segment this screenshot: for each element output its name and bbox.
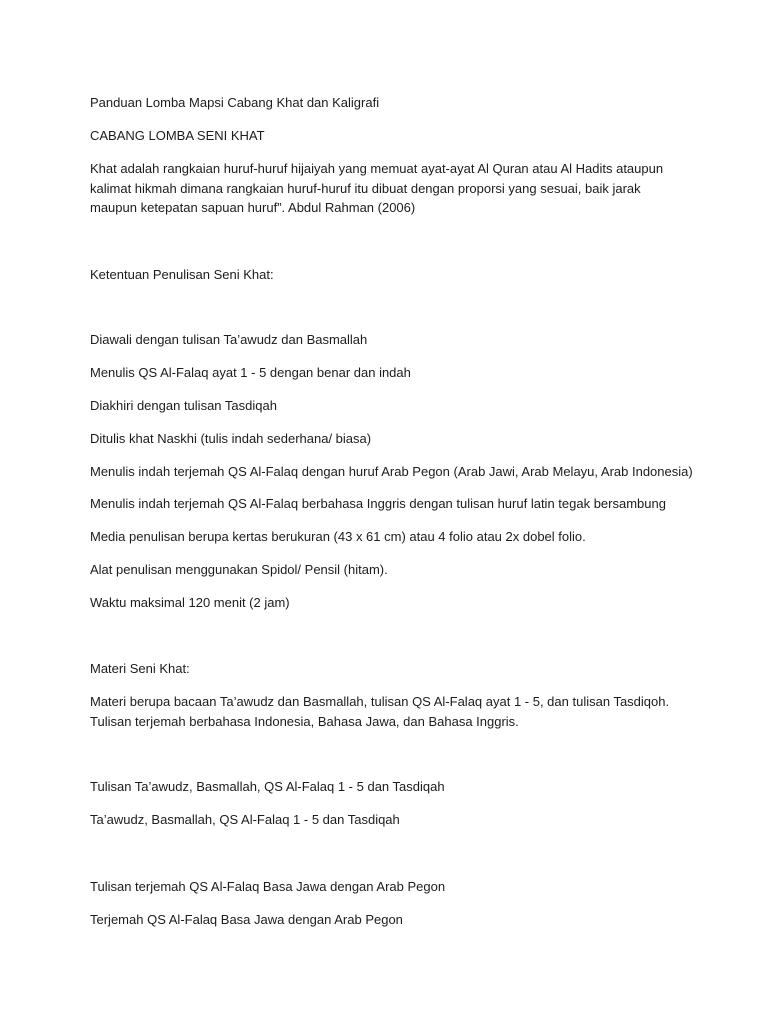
rule-item: Alat penulisan menggunakan Spidol/ Pensil (hitam). (90, 562, 388, 577)
rule-item: Menulis indah terjemah QS Al-Falaq berbahasa Inggris dengan tulisan huruf latin tegak bersambung (90, 496, 666, 511)
rule-item: Diawali dengan tulisan Ta’awudz dan Basmallah (90, 332, 368, 347)
subsection-caption: Ta’awudz, Basmallah, QS Al-Falaq 1 - 5 dan Tasdiqah (90, 812, 400, 827)
subsection-heading: Tulisan Ta’awudz, Basmallah, QS Al-Falaq 1 - 5 dan Tasdiqah (90, 779, 445, 794)
materi-heading: Materi Seni Khat: (90, 661, 190, 676)
materi-paragraph: Materi berupa bacaan Ta’awudz dan Basmallah, tulisan QS Al-Falaq ayat 1 - 5, dan tulisan Tasdiqoh. Tulisan terjemah berbahasa Indonesia, Bahasa Jawa, dan Bahasa Inggris. (90, 694, 670, 729)
rule-item: Waktu maksimal 120 menit (2 jam) (90, 595, 290, 610)
rule-item: Diakhiri dengan tulisan Tasdiqah (90, 398, 277, 413)
subsection-caption: Terjemah QS Al-Falaq Basa Jawa dengan Arab Pegon (90, 912, 403, 927)
document-title: Panduan Lomba Mapsi Cabang Khat dan Kaligrafi (90, 95, 380, 110)
rule-item: Menulis indah terjemah QS Al-Falaq dengan huruf Arab Pegon (Arab Jawi, Arab Melayu, Arab Indonesia) (90, 464, 693, 479)
section-heading: CABANG LOMBA SENI KHAT (90, 128, 265, 143)
rule-item: Media penulisan berupa kertas berukuran (43 x 61 cm) atau 4 folio atau 2x dobel folio. (90, 529, 586, 544)
subsection-heading: Tulisan terjemah QS Al-Falaq Basa Jawa dengan Arab Pegon (90, 879, 446, 894)
rule-item: Ditulis khat Naskhi (tulis indah sederhana/ biasa) (90, 431, 372, 446)
intro-paragraph: Khat adalah rangkaian huruf-huruf hijaiyah yang memuat ayat-ayat Al Quran atau Al Hadits ataupun kalimat hikmah dimana rangkaian huruf-huruf itu dibuat dengan proporsi yang sesuai, baik jarak maupun ketepatan sapuan huruf”. Abdul Rahman (2006) (90, 161, 664, 215)
rules-heading: Ketentuan Penulisan Seni Khat: (90, 267, 274, 282)
rule-item: Menulis QS Al-Falaq ayat 1 - 5 dengan benar dan indah (90, 365, 411, 380)
